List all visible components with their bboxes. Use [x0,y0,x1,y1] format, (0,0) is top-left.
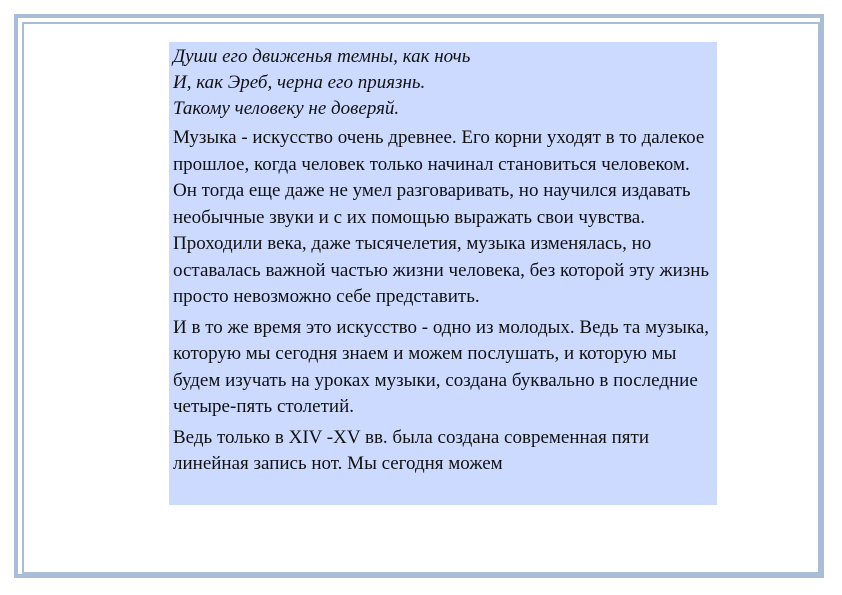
epigraph-line-2: И, как Эреб, черна его приязнь. [173,72,426,93]
paragraph-2: И в то же время это искусство - одно из молодых. Ведь та музыка, которую мы сегодня знаем и можем послушать, и которую мы будем изучать на уроках музыки, создана буквально в последние четыре-пять столетий. [173,316,710,417]
epigraph-line-1: Души его движенья темны, как ночь [173,46,471,67]
paragraph-1: Музыка - искусство очень древнее. Его корни уходят в то далекое прошлое, когда человек только начинал становиться человеком. Он тогда еще даже не умел разговаривать, но научился издавать необычные звуки и с их помощью выражать свои чувства. Проходили века, даже тысячелетия, музыка изменялась, но оставалась важной частью жизни человека, без которой эту жизнь просто невозможно себе представить. [173,127,710,307]
paragraph-3: Ведь только в XIV -XV вв. была создана современная пяти линейная запись нот. Мы сегодня можем [173,426,649,474]
epigraph-line-3: Такому человеку не доверяй. [173,98,400,119]
epigraph [173,44,711,122]
text-block [169,42,717,505]
